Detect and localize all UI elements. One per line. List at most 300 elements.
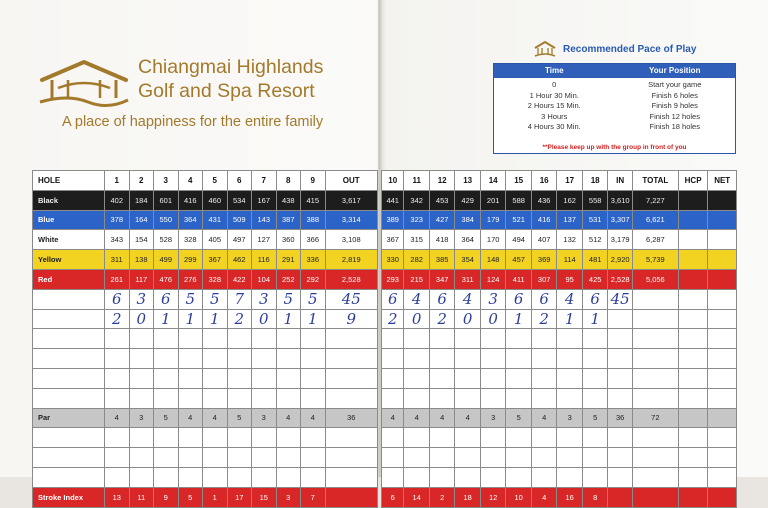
blank-cell — [227, 368, 252, 388]
blank-cell — [708, 368, 737, 388]
blank-cell — [506, 388, 532, 408]
blank-cell — [276, 349, 301, 369]
blank-cell — [227, 448, 252, 468]
net-cell — [708, 190, 737, 210]
hole-number-cell: 17 — [557, 171, 583, 191]
blank-cell — [404, 329, 430, 349]
yardage-cell: 531 — [582, 210, 608, 230]
blank-score-row — [382, 388, 737, 408]
blank-cell — [455, 428, 481, 448]
yardage-cell: 138 — [129, 250, 154, 270]
blank-cell — [203, 388, 228, 408]
blank-cell — [325, 349, 378, 369]
front-nine-table — [32, 170, 378, 508]
stroke-index-cell: 7 — [301, 487, 326, 507]
blank-cell — [455, 329, 481, 349]
total-label-cell: TOTAL — [632, 171, 678, 191]
stroke-index-out-cell — [325, 487, 378, 507]
yardage-cell: 367 — [382, 230, 404, 250]
hole-number-cell: 4 — [178, 171, 203, 191]
pavilion-logo-icon — [38, 58, 130, 108]
par-cell: 4 — [301, 408, 326, 428]
blank-cell — [582, 388, 608, 408]
blank-cell — [582, 329, 608, 349]
blank-cell — [608, 388, 632, 408]
blank-score-row — [382, 349, 737, 369]
resort-name-line2: Golf and Spa Resort — [138, 80, 315, 102]
hole-header-row — [33, 171, 378, 191]
par-cell: 4 — [382, 408, 404, 428]
yardage-cell: 416 — [178, 190, 203, 210]
yardage-cell: 336 — [301, 250, 326, 270]
stroke-index-cell: 4 — [531, 487, 557, 507]
blank-cell — [105, 467, 130, 487]
net-cell — [708, 230, 737, 250]
pace-title: Recommended Pace of Play — [563, 44, 697, 55]
blank-cell — [678, 467, 708, 487]
out-yardage-cell: 2,819 — [325, 250, 378, 270]
blank-cell — [178, 349, 203, 369]
blank-cell — [276, 428, 301, 448]
blank-cell — [154, 349, 179, 369]
yardage-cell: 137 — [557, 210, 583, 230]
blank-cell — [608, 368, 632, 388]
handwritten-score-cell: 6 — [105, 289, 130, 309]
yardage-cell: 148 — [480, 250, 506, 270]
pace-col-time: Time — [544, 66, 564, 75]
blue-tee-row — [33, 210, 378, 230]
par-cell: 5 — [582, 408, 608, 428]
stroke-index-cell: 5 — [178, 487, 203, 507]
handwritten-score-cell: 2 — [429, 309, 455, 329]
blank-cell — [325, 467, 378, 487]
yardage-cell: 405 — [203, 230, 228, 250]
blank-score-row — [33, 467, 378, 487]
blue-tee-row — [382, 210, 737, 230]
handwritten-score-cell: 6 — [506, 289, 532, 309]
blank-cell — [506, 329, 532, 349]
out-yardage-cell: 3,617 — [325, 190, 378, 210]
blank-cell — [325, 428, 378, 448]
total-cell — [632, 309, 678, 329]
handwritten-score-cell: 1 — [203, 309, 228, 329]
hole-number-cell: 12 — [429, 171, 455, 191]
blank-cell — [429, 368, 455, 388]
blank-cell — [178, 368, 203, 388]
net-label-cell: NET — [708, 171, 737, 191]
yardage-cell: 164 — [129, 210, 154, 230]
stroke-index-blank-cell — [632, 487, 678, 507]
blank-cell — [33, 388, 105, 408]
handwritten-score-cell: 4 — [557, 289, 583, 309]
blank-cell — [203, 428, 228, 448]
hcp-cell — [678, 289, 708, 309]
yardage-cell: 311 — [105, 250, 130, 270]
yardage-cell: 509 — [227, 210, 252, 230]
blank-cell — [252, 428, 277, 448]
handwritten-score-cell: 2 — [382, 309, 404, 329]
handwritten-score-cell: 3 — [129, 289, 154, 309]
handwritten-score-cell: 1 — [557, 309, 583, 329]
blank-cell — [455, 368, 481, 388]
blank-cell — [382, 349, 404, 369]
yardage-cell: 378 — [105, 210, 130, 230]
blank-cell — [382, 448, 404, 468]
blank-score-row — [382, 329, 737, 349]
hcp-cell — [678, 250, 708, 270]
yardage-cell: 481 — [582, 250, 608, 270]
stroke-index-blank-cell — [708, 487, 737, 507]
handwritten-score-cell: 2 — [227, 309, 252, 329]
stroke-index-cell: 8 — [582, 487, 608, 507]
player-name-cell — [33, 309, 105, 329]
yardage-cell: 438 — [276, 190, 301, 210]
blank-cell — [632, 349, 678, 369]
blank-cell — [325, 329, 378, 349]
blank-cell — [678, 388, 708, 408]
yardage-cell: 293 — [382, 269, 404, 289]
yellow-tee-row — [33, 250, 378, 270]
blank-cell — [455, 388, 481, 408]
blank-cell — [582, 349, 608, 369]
tee-label-cell: Black — [33, 190, 105, 210]
blank-cell — [429, 349, 455, 369]
pace-time: 4 Hours 30 Min. — [527, 122, 581, 131]
pavilion-small-icon — [534, 40, 556, 58]
blank-cell — [105, 428, 130, 448]
score1-row — [382, 289, 737, 309]
yardage-cell: 170 — [480, 230, 506, 250]
yardage-cell: 388 — [301, 210, 326, 230]
blank-cell — [154, 467, 179, 487]
yardage-cell: 385 — [429, 250, 455, 270]
blank-cell — [382, 428, 404, 448]
blank-cell — [129, 368, 154, 388]
blank-cell — [480, 368, 506, 388]
handwritten-score-cell: 5 — [276, 289, 301, 309]
blank-cell — [455, 448, 481, 468]
total-cell — [632, 289, 678, 309]
yardage-cell: 415 — [301, 190, 326, 210]
hcp-cell — [678, 408, 708, 428]
handwritten-score-cell: 0 — [480, 309, 506, 329]
yardage-cell: 476 — [154, 269, 179, 289]
handwritten-score-cell: 1 — [154, 309, 179, 329]
blank-cell — [129, 467, 154, 487]
pace-position: Finish 18 holes — [649, 122, 700, 131]
yardage-cell: 416 — [531, 210, 557, 230]
par-cell: 4 — [531, 408, 557, 428]
blank-cell — [203, 368, 228, 388]
blank-cell — [480, 467, 506, 487]
total-yardage-cell: 7,227 — [632, 190, 678, 210]
blank-cell — [480, 448, 506, 468]
tee-label-cell: Red — [33, 269, 105, 289]
blank-cell — [557, 448, 583, 468]
stroke-index-row — [33, 487, 378, 507]
blank-cell — [557, 467, 583, 487]
blank-cell — [382, 467, 404, 487]
in-label-cell: IN — [608, 171, 632, 191]
yardage-cell: 418 — [429, 230, 455, 250]
blank-cell — [276, 368, 301, 388]
pace-position: Finish 6 holes — [651, 90, 698, 100]
in-yardage-cell: 2,528 — [608, 269, 632, 289]
hole-number-cell: 1 — [105, 171, 130, 191]
blank-cell — [557, 329, 583, 349]
yardage-cell: 328 — [203, 269, 228, 289]
in-yardage-cell: 3,610 — [608, 190, 632, 210]
hole-number-cell: 18 — [582, 171, 608, 191]
blank-cell — [455, 349, 481, 369]
blank-cell — [129, 388, 154, 408]
stroke-index-cell: 12 — [480, 487, 506, 507]
handwritten-score-cell: 4 — [404, 289, 430, 309]
blank-cell — [276, 448, 301, 468]
blank-cell — [531, 448, 557, 468]
yardage-cell: 167 — [252, 190, 277, 210]
yardage-cell: 323 — [404, 210, 430, 230]
blank-cell — [154, 388, 179, 408]
blank-cell — [632, 428, 678, 448]
blank-cell — [382, 368, 404, 388]
white-tee-row — [33, 230, 378, 250]
blank-cell — [227, 329, 252, 349]
blank-score-row — [382, 428, 737, 448]
handwritten-score-cell: 5 — [301, 289, 326, 309]
par-cell: 4 — [276, 408, 301, 428]
hole-number-cell: 14 — [480, 171, 506, 191]
par-out-cell: 36 — [325, 408, 378, 428]
resort-name-line1: Chiangmai Highlands — [138, 56, 324, 78]
par-cell: 3 — [252, 408, 277, 428]
blank-cell — [301, 428, 326, 448]
par-row — [382, 408, 737, 428]
yardage-cell: 441 — [382, 190, 404, 210]
yardage-cell: 422 — [227, 269, 252, 289]
blank-cell — [506, 368, 532, 388]
handwritten-score-cell: 3 — [252, 289, 277, 309]
hole-header-row — [382, 171, 737, 191]
blank-cell — [301, 388, 326, 408]
yardage-cell: 347 — [429, 269, 455, 289]
yardage-cell: 307 — [531, 269, 557, 289]
blank-cell — [325, 388, 378, 408]
blank-cell — [178, 388, 203, 408]
in-yardage-cell: 3,179 — [608, 230, 632, 250]
handwritten-out-cell: 45 — [325, 289, 378, 309]
blank-cell — [129, 329, 154, 349]
blank-cell — [708, 467, 737, 487]
pace-col-position: Your Position — [649, 66, 701, 75]
blank-cell — [531, 349, 557, 369]
red-tee-row — [382, 269, 737, 289]
blank-cell — [404, 368, 430, 388]
pace-position: Start your game — [648, 80, 702, 89]
blank-score-row — [33, 448, 378, 468]
blank-cell — [632, 329, 678, 349]
blank-cell — [301, 467, 326, 487]
blank-cell — [708, 388, 737, 408]
blank-cell — [154, 448, 179, 468]
blank-cell — [608, 467, 632, 487]
yardage-cell: 184 — [129, 190, 154, 210]
stroke-index-label-cell: Stroke Index — [33, 487, 105, 507]
hcp-cell — [678, 269, 708, 289]
yardage-cell: 291 — [276, 250, 301, 270]
blank-cell — [382, 388, 404, 408]
net-cell — [708, 210, 737, 230]
blank-cell — [404, 448, 430, 468]
yardage-cell: 95 — [557, 269, 583, 289]
yardage-cell: 601 — [154, 190, 179, 210]
blank-cell — [301, 349, 326, 369]
handwritten-score-cell: 6 — [531, 289, 557, 309]
tagline: A place of happiness for the entire family — [62, 114, 324, 130]
stroke-index-cell: 2 — [429, 487, 455, 507]
net-cell — [708, 309, 737, 329]
blank-cell — [531, 388, 557, 408]
blank-cell — [301, 368, 326, 388]
yardage-cell: 328 — [178, 230, 203, 250]
hcp-cell — [678, 190, 708, 210]
handwritten-score-cell: 1 — [506, 309, 532, 329]
blank-cell — [608, 349, 632, 369]
hole-number-cell: 2 — [129, 171, 154, 191]
par-cell: 4 — [455, 408, 481, 428]
blank-cell — [708, 329, 737, 349]
yardage-cell: 124 — [480, 269, 506, 289]
yardage-cell: 104 — [252, 269, 277, 289]
hole-number-cell: 11 — [404, 171, 430, 191]
blank-score-row — [33, 368, 378, 388]
player-name-cell — [33, 289, 105, 309]
blank-cell — [252, 368, 277, 388]
out-yardage-cell: 3,314 — [325, 210, 378, 230]
blank-cell — [203, 329, 228, 349]
handwritten-score-cell: 6 — [382, 289, 404, 309]
yardage-cell: 534 — [227, 190, 252, 210]
handwritten-score-cell: 2 — [531, 309, 557, 329]
blank-cell — [506, 349, 532, 369]
blank-score-row — [33, 349, 378, 369]
yardage-cell: 499 — [154, 250, 179, 270]
blank-cell — [252, 349, 277, 369]
pace-time: 0 — [552, 80, 557, 89]
blank-cell — [708, 349, 737, 369]
blank-cell — [105, 368, 130, 388]
yardage-cell: 315 — [404, 230, 430, 250]
blank-cell — [105, 329, 130, 349]
stroke-index-cell: 9 — [154, 487, 179, 507]
yardage-cell: 453 — [429, 190, 455, 210]
yardage-cell: 528 — [154, 230, 179, 250]
stroke-index-cell: 13 — [105, 487, 130, 507]
blank-cell — [276, 467, 301, 487]
blank-cell — [129, 448, 154, 468]
stroke-index-cell: 10 — [506, 487, 532, 507]
handwritten-in-cell: 45 — [608, 289, 632, 309]
black-tee-row — [33, 190, 378, 210]
yardage-cell: 116 — [252, 250, 277, 270]
blank-cell — [632, 448, 678, 468]
hole-number-cell: 16 — [531, 171, 557, 191]
yardage-cell: 402 — [105, 190, 130, 210]
total-yardage-cell: 5,056 — [632, 269, 678, 289]
yardage-cell: 427 — [429, 210, 455, 230]
par-cell: 4 — [105, 408, 130, 428]
pace-note: **Please keep up with the group in front of you — [542, 144, 687, 151]
hole-number-cell: 3 — [154, 171, 179, 191]
blank-cell — [582, 467, 608, 487]
yardage-cell: 384 — [455, 210, 481, 230]
yardage-cell: 429 — [455, 190, 481, 210]
handwritten-score-cell: 2 — [105, 309, 130, 329]
yardage-cell: 252 — [276, 269, 301, 289]
stroke-index-cell: 17 — [227, 487, 252, 507]
yardage-cell: 366 — [301, 230, 326, 250]
yardage-cell: 512 — [582, 230, 608, 250]
blank-cell — [480, 329, 506, 349]
yardage-cell: 411 — [506, 269, 532, 289]
yardage-cell: 276 — [178, 269, 203, 289]
blank-score-row — [33, 388, 378, 408]
blank-cell — [129, 349, 154, 369]
handwritten-score-cell: 4 — [455, 289, 481, 309]
blank-cell — [33, 467, 105, 487]
blank-cell — [382, 329, 404, 349]
par-cell: 4 — [429, 408, 455, 428]
hcp-cell — [678, 230, 708, 250]
stroke-index-cell: 15 — [252, 487, 277, 507]
blank-cell — [429, 467, 455, 487]
handwritten-score-cell: 0 — [129, 309, 154, 329]
score1-row — [33, 289, 378, 309]
blank-cell — [608, 428, 632, 448]
hcp-cell — [678, 309, 708, 329]
handwritten-score-cell: 5 — [178, 289, 203, 309]
blank-cell — [531, 428, 557, 448]
blank-cell — [325, 448, 378, 468]
blank-cell — [105, 448, 130, 468]
blank-cell — [429, 428, 455, 448]
score2-row — [33, 309, 378, 329]
back-nine-table — [381, 170, 737, 508]
stroke-index-blank-cell — [678, 487, 708, 507]
yardage-cell: 117 — [129, 269, 154, 289]
par-cell: 3 — [480, 408, 506, 428]
hole-number-cell: 9 — [301, 171, 326, 191]
blank-score-row — [382, 448, 737, 468]
handwritten-score-cell: 7 — [227, 289, 252, 309]
blank-cell — [480, 428, 506, 448]
pace-times — [494, 78, 615, 133]
blank-cell — [227, 467, 252, 487]
blank-cell — [129, 428, 154, 448]
handwritten-in-cell — [608, 309, 632, 329]
blank-cell — [203, 349, 228, 369]
tee-label-cell: Yellow — [33, 250, 105, 270]
pace-time: 2 Hours 15 Min. — [527, 101, 581, 110]
blank-score-row — [382, 467, 737, 487]
blank-cell — [632, 368, 678, 388]
blank-cell — [455, 467, 481, 487]
yardage-cell: 299 — [178, 250, 203, 270]
yardage-cell: 558 — [582, 190, 608, 210]
yardage-cell: 311 — [455, 269, 481, 289]
yardage-cell: 292 — [301, 269, 326, 289]
blank-score-row — [33, 329, 378, 349]
